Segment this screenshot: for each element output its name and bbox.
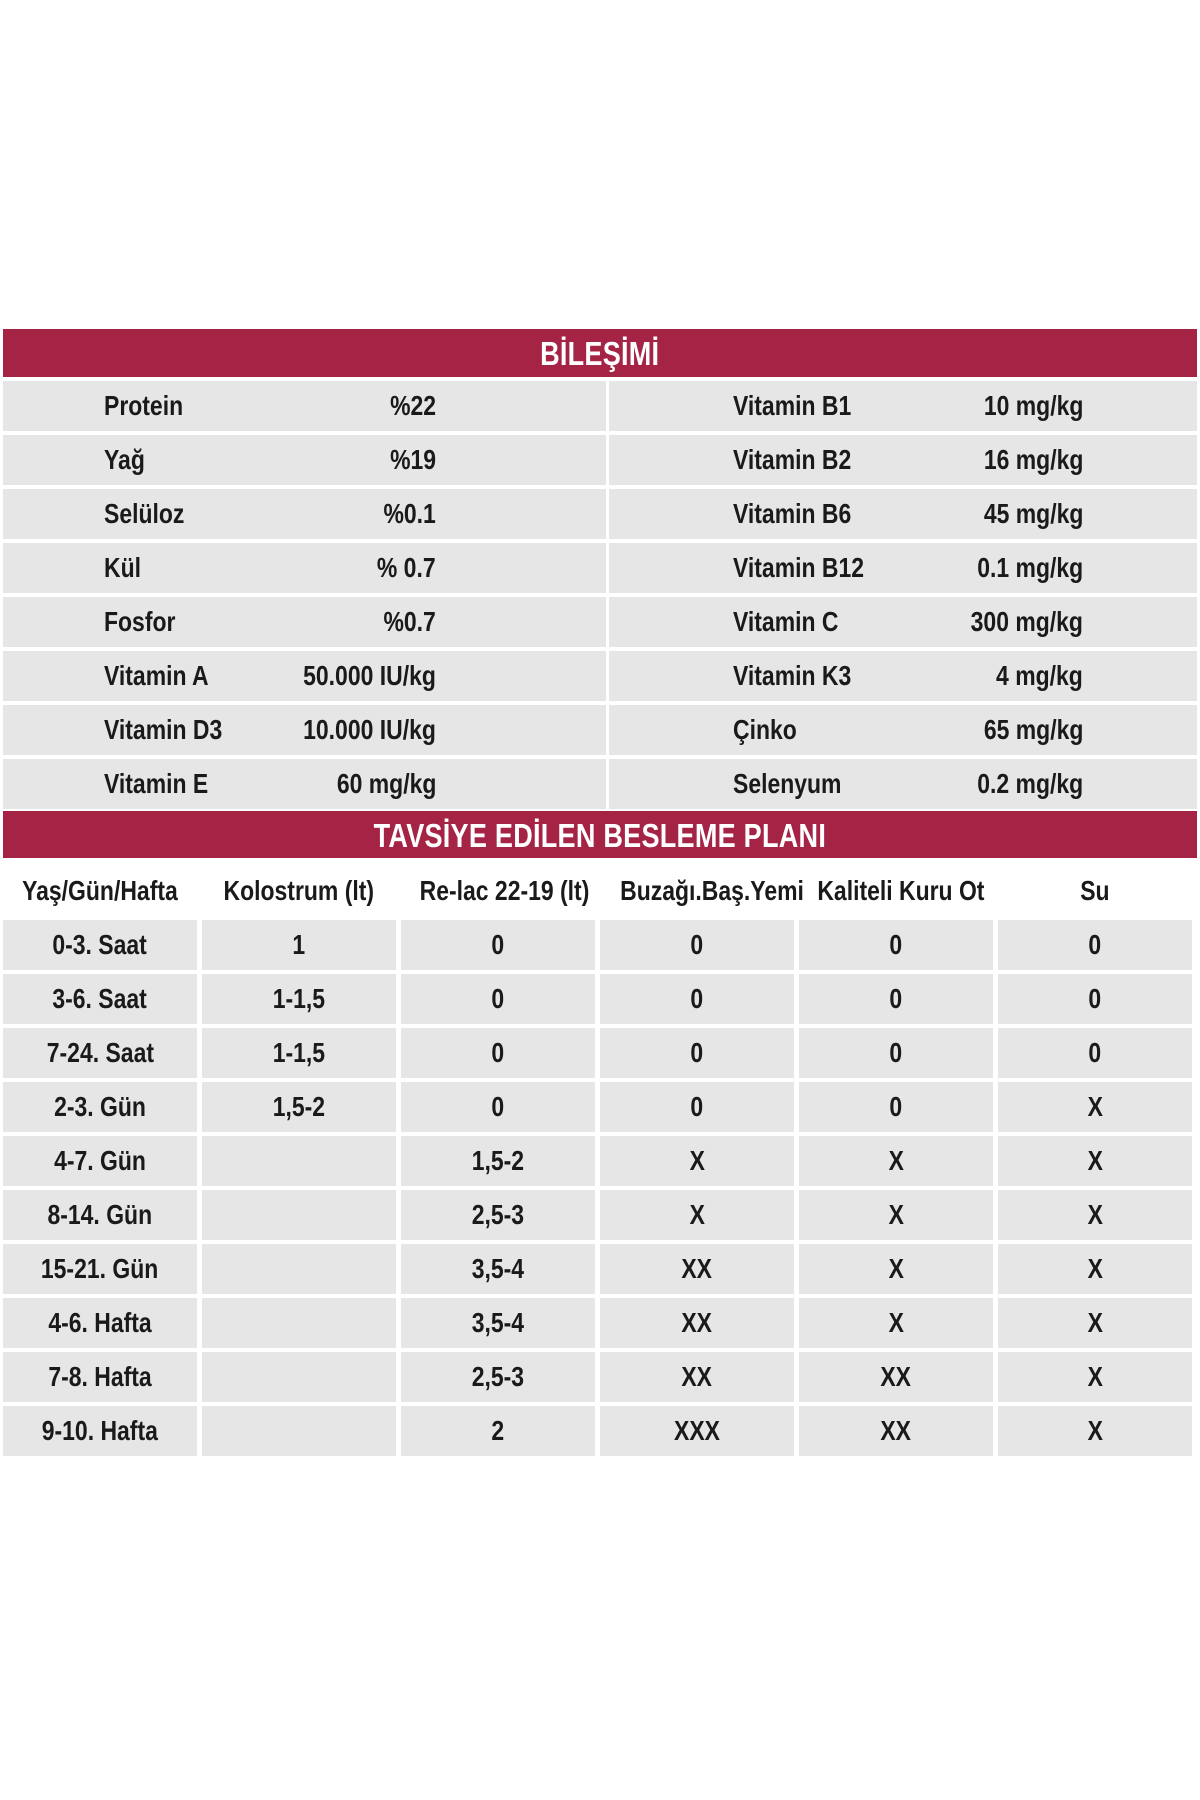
composition-row xyxy=(609,759,1197,809)
cell-text: 0 xyxy=(889,983,903,1014)
column-header xyxy=(799,866,993,916)
nutrient-name: Vitamin K3 xyxy=(733,660,852,691)
table-cell xyxy=(600,1298,794,1348)
nutrient-name: Vitamin E xyxy=(104,768,209,799)
nutrient-name: Vitamin A xyxy=(104,660,209,691)
cell-text: XX xyxy=(880,1415,912,1446)
table-cell xyxy=(600,1028,794,1078)
table-cell xyxy=(202,1406,396,1456)
nutrient-value: 45 mg/kg xyxy=(983,498,1083,529)
table-cell xyxy=(202,974,396,1024)
table-cell xyxy=(600,1244,794,1294)
nutrient-name: Selenyum xyxy=(733,768,842,799)
composition-row xyxy=(609,705,1197,755)
table-row xyxy=(3,1028,1192,1078)
table-cell xyxy=(799,1082,993,1132)
column-header-label: Kolostrum (lt) xyxy=(223,875,375,906)
table-cell xyxy=(799,1136,993,1186)
table-cell xyxy=(799,1298,993,1348)
column-header xyxy=(3,866,197,916)
cell-text: 4-7. Gün xyxy=(54,1145,146,1176)
nutrient-name: Vitamin B12 xyxy=(733,552,865,583)
cell-text: X xyxy=(1087,1091,1103,1122)
cell-text: X xyxy=(1087,1253,1103,1284)
nutrient-value: % 0.7 xyxy=(377,552,436,583)
table-cell xyxy=(600,920,794,970)
cell-text: 0 xyxy=(1088,983,1102,1014)
table-cell xyxy=(799,1028,993,1078)
column-header-label: Re-lac 22-19 (lt) xyxy=(419,875,590,906)
nutrient-value: 60 mg/kg xyxy=(336,768,436,799)
nutrient-name: Vitamin B2 xyxy=(733,444,852,475)
cell-text: X xyxy=(1087,1199,1103,1230)
cell-text: X xyxy=(689,1145,705,1176)
cell-text: 0 xyxy=(491,983,505,1014)
cell-text: 0 xyxy=(889,929,903,960)
column-header-label: Buzağı.Baş.Yemi xyxy=(620,875,804,906)
composition-row xyxy=(3,381,606,431)
cell-text: 9-10. Hafta xyxy=(41,1415,159,1446)
table-cell xyxy=(202,1298,396,1348)
table-row xyxy=(3,1406,1192,1456)
cell-text: 0 xyxy=(491,929,505,960)
table-row xyxy=(3,974,1192,1024)
nutrient-value: %22 xyxy=(390,390,436,421)
cell-text: XX xyxy=(880,1361,912,1392)
table-cell xyxy=(998,1082,1192,1132)
table-cell xyxy=(600,1190,794,1240)
table-cell xyxy=(998,974,1192,1024)
cell-text: X xyxy=(1087,1415,1103,1446)
table-cell xyxy=(202,920,396,970)
table-row xyxy=(3,1136,1192,1186)
nutrient-value: %19 xyxy=(390,444,436,475)
age-cell xyxy=(3,1190,197,1240)
nutrient-value: 65 mg/kg xyxy=(983,714,1083,745)
composition-row xyxy=(609,651,1197,701)
nutrient-name: Yağ xyxy=(104,444,145,475)
table-cell xyxy=(600,1406,794,1456)
table-cell xyxy=(600,974,794,1024)
cell-text: X xyxy=(888,1199,904,1230)
table-cell xyxy=(799,920,993,970)
cell-text: 0 xyxy=(690,1091,704,1122)
table-row xyxy=(3,1244,1192,1294)
table-cell xyxy=(202,1352,396,1402)
cell-text: X xyxy=(1087,1361,1103,1392)
age-cell xyxy=(3,1298,197,1348)
cell-text: 0 xyxy=(889,1037,903,1068)
composition-table xyxy=(3,381,1197,809)
composition-row xyxy=(609,597,1197,647)
table-cell xyxy=(998,1298,1192,1348)
nutrient-name: Vitamin B1 xyxy=(733,390,852,421)
cell-text: X xyxy=(888,1145,904,1176)
composition-row xyxy=(3,489,606,539)
age-cell xyxy=(3,974,197,1024)
nutrient-name: Vitamin B6 xyxy=(733,498,852,529)
feeding-plan-title: TAVSİYE EDİLEN BESLEME PLANI xyxy=(373,817,827,854)
table-row xyxy=(3,920,1192,970)
nutrient-name: Kül xyxy=(104,552,141,583)
cell-text: 0 xyxy=(889,1091,903,1122)
cell-text: 2,5-3 xyxy=(471,1361,525,1392)
composition-row xyxy=(3,543,606,593)
cell-text: 0 xyxy=(690,1037,704,1068)
table-cell xyxy=(202,1082,396,1132)
table-cell xyxy=(799,1352,993,1402)
nutrient-value: %0.1 xyxy=(383,498,436,529)
nutrient-value: 300 mg/kg xyxy=(970,606,1083,637)
column-header-label: Su xyxy=(1080,875,1110,906)
table-cell xyxy=(998,1244,1192,1294)
composition-header xyxy=(3,329,1197,377)
age-cell xyxy=(3,1082,197,1132)
table-cell xyxy=(600,1136,794,1186)
table-row xyxy=(3,1190,1192,1240)
cell-text: 4-6. Hafta xyxy=(48,1307,152,1338)
nutrient-value: 0.2 mg/kg xyxy=(977,768,1083,799)
table-cell xyxy=(998,1190,1192,1240)
composition-row xyxy=(609,381,1197,431)
table-cell xyxy=(401,1406,595,1456)
composition-row xyxy=(3,651,606,701)
table-cell xyxy=(202,1028,396,1078)
composition-row xyxy=(3,759,606,809)
nutrient-name: Selüloz xyxy=(104,498,185,529)
nutrient-value: 16 mg/kg xyxy=(983,444,1083,475)
cell-text: 1-1,5 xyxy=(272,1037,326,1068)
table-row xyxy=(3,1298,1192,1348)
composition-row xyxy=(3,435,606,485)
column-header-label: Kaliteli Kuru Ot xyxy=(817,875,985,906)
table-cell xyxy=(799,1406,993,1456)
composition-title: BİLEŞİMİ xyxy=(540,335,660,372)
cell-text: X xyxy=(1087,1145,1103,1176)
table-cell xyxy=(799,1190,993,1240)
table-cell xyxy=(799,974,993,1024)
cell-text: 0 xyxy=(690,983,704,1014)
cell-text: 7-8. Hafta xyxy=(48,1361,152,1392)
table-cell xyxy=(401,1082,595,1132)
table-cell xyxy=(401,1028,595,1078)
table-cell xyxy=(998,1406,1192,1456)
table-cell xyxy=(600,1352,794,1402)
column-header-label: Yaş/Gün/Hafta xyxy=(22,875,178,906)
table-cell xyxy=(998,920,1192,970)
cell-text: 0 xyxy=(491,1091,505,1122)
cell-text: X xyxy=(689,1199,705,1230)
cell-text: XXX xyxy=(674,1415,720,1446)
table-cell xyxy=(799,1244,993,1294)
table-cell xyxy=(401,974,595,1024)
cell-text: XX xyxy=(681,1307,713,1338)
nutrient-value: 0.1 mg/kg xyxy=(977,552,1083,583)
age-cell xyxy=(3,1244,197,1294)
cell-text: 3-6. Saat xyxy=(52,983,148,1014)
table-cell xyxy=(401,1298,595,1348)
feeding-plan-header xyxy=(3,811,1197,858)
feeding-plan-body xyxy=(3,920,1192,1456)
table-cell xyxy=(401,1352,595,1402)
column-header xyxy=(202,866,396,916)
table-cell xyxy=(401,1244,595,1294)
age-cell xyxy=(3,1406,197,1456)
cell-text: X xyxy=(888,1253,904,1284)
table-cell xyxy=(401,1190,595,1240)
table-row xyxy=(3,1352,1192,1402)
age-cell xyxy=(3,1136,197,1186)
table-row xyxy=(3,1082,1192,1132)
column-header xyxy=(998,866,1192,916)
cell-text: XX xyxy=(681,1253,713,1284)
cell-text: 2 xyxy=(491,1415,505,1446)
age-cell xyxy=(3,1028,197,1078)
cell-text: 0-3. Saat xyxy=(52,929,148,960)
feeding-plan-table xyxy=(0,862,1197,1460)
cell-text: XX xyxy=(681,1361,713,1392)
table-cell xyxy=(600,1082,794,1132)
cell-text: 0 xyxy=(491,1037,505,1068)
nutrient-name: Çinko xyxy=(733,714,797,745)
nutrient-value: 10.000 IU/kg xyxy=(303,714,436,745)
nutrient-value: %0.7 xyxy=(383,606,436,637)
cell-text: 2-3. Gün xyxy=(54,1091,146,1122)
cell-text: 8-14. Gün xyxy=(47,1199,153,1230)
composition-row xyxy=(609,489,1197,539)
table-cell xyxy=(401,1136,595,1186)
table-cell xyxy=(998,1352,1192,1402)
cell-text: 0 xyxy=(1088,929,1102,960)
composition-row xyxy=(3,705,606,755)
nutrient-name: Vitamin C xyxy=(733,606,839,637)
cell-text: 1,5-2 xyxy=(471,1145,525,1176)
composition-row xyxy=(609,435,1197,485)
cell-text: 3,5-4 xyxy=(471,1253,525,1284)
age-cell xyxy=(3,1352,197,1402)
feeding-plan-header-row xyxy=(3,866,1192,916)
table-cell xyxy=(998,1028,1192,1078)
nutrient-name: Fosfor xyxy=(104,606,176,637)
cell-text: X xyxy=(1087,1307,1103,1338)
cell-text: X xyxy=(888,1307,904,1338)
nutrient-value: 4 mg/kg xyxy=(996,660,1083,691)
composition-row xyxy=(609,543,1197,593)
nutrient-name: Vitamin D3 xyxy=(104,714,223,745)
nutrient-name: Protein xyxy=(104,390,184,421)
cell-text: 0 xyxy=(1088,1037,1102,1068)
table-cell xyxy=(202,1244,396,1294)
table-cell xyxy=(202,1136,396,1186)
column-header xyxy=(600,866,804,916)
composition-row xyxy=(3,597,606,647)
cell-text: 1,5-2 xyxy=(272,1091,326,1122)
cell-text: 15-21. Gün xyxy=(41,1253,159,1284)
product-info-panel xyxy=(3,329,1197,1460)
cell-text: 1 xyxy=(292,929,306,960)
column-header xyxy=(401,866,595,916)
table-cell xyxy=(202,1190,396,1240)
nutrient-value: 10 mg/kg xyxy=(983,390,1083,421)
table-cell xyxy=(998,1136,1192,1186)
cell-text: 3,5-4 xyxy=(471,1307,525,1338)
age-cell xyxy=(3,920,197,970)
cell-text: 1-1,5 xyxy=(272,983,326,1014)
cell-text: 7-24. Saat xyxy=(46,1037,154,1068)
cell-text: 2,5-3 xyxy=(471,1199,525,1230)
cell-text: 0 xyxy=(690,929,704,960)
table-cell xyxy=(401,920,595,970)
nutrient-value: 50.000 IU/kg xyxy=(303,660,436,691)
